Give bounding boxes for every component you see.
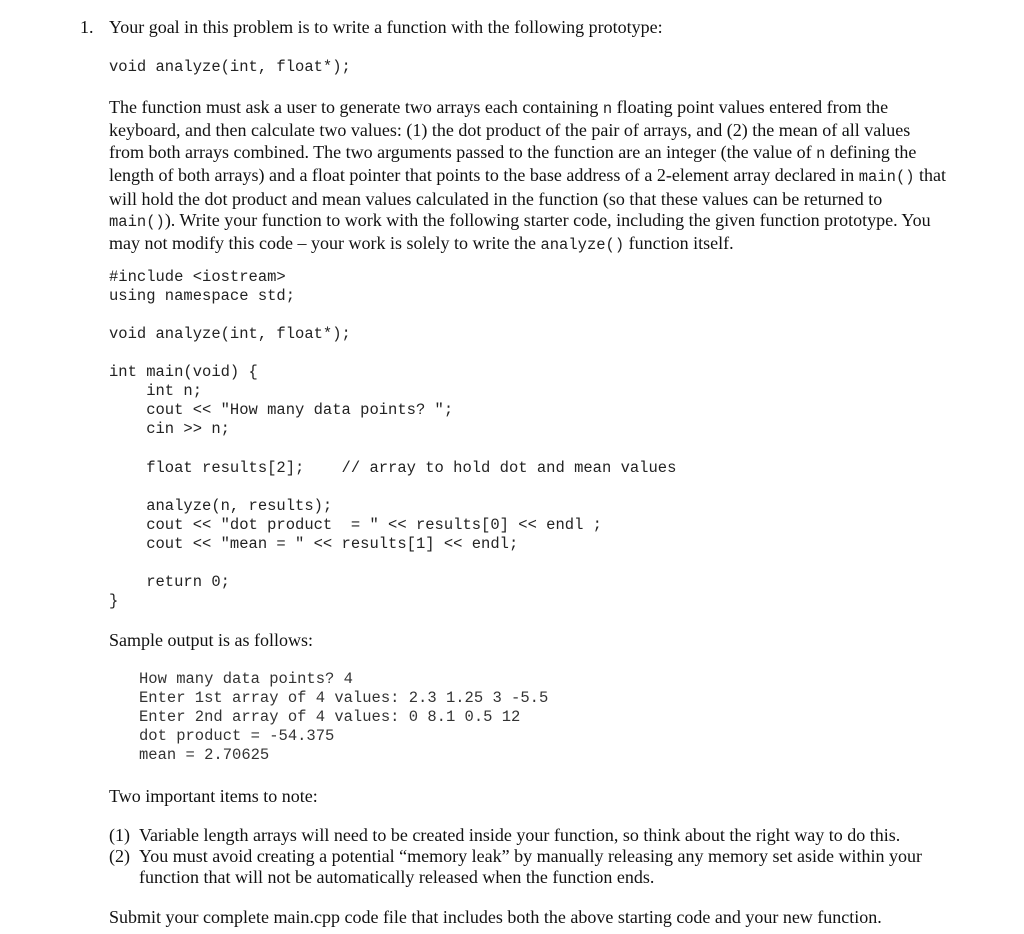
note-item-2: [109, 846, 959, 889]
inline-code: analyze(): [540, 236, 625, 255]
note-text: Variable length arrays will need to be created inside your function, so think about the right way to do this.: [139, 825, 901, 845]
code-line: }: [109, 591, 119, 610]
sample-output-line: dot product = -54.375: [139, 727, 335, 746]
description-text: The function must ask a user to generate two arrays each containing: [109, 97, 603, 117]
code-line: cout << "dot product = " << results[0] << endl ;: [109, 515, 602, 534]
note-text: You must avoid creating a potential “memory leak” by manually releasing any memory set aside within your: [139, 846, 922, 866]
code-line: cout << "How many data points? ";: [109, 401, 454, 420]
sample-output-line: Enter 2nd array of 4 values: 0 8.1 0.5 12: [139, 708, 521, 727]
notes-heading: Two important items to note:: [109, 786, 318, 806]
problem-number: 1.: [80, 17, 94, 37]
sample-output-block: [139, 670, 548, 765]
description-text: ). Write your function to work with the following starter code, including the given function prototype. You may not modify this code – your work is solely to write the: [109, 210, 931, 254]
code-line: cin >> n;: [109, 420, 230, 439]
note-number: (1): [109, 825, 130, 845]
sample-output-line: Enter 1st array of 4 values: 2.3 1.25 3 -5.5: [139, 689, 549, 708]
code-line: float results[2]; // array to hold dot and mean values: [109, 458, 677, 477]
code-line: #include <iostream>: [109, 268, 286, 286]
code-line: analyze(n, results);: [109, 496, 333, 515]
code-line: using namespace std;: [109, 287, 296, 306]
submit-instruction: Submit your complete main.cpp code file that includes both the above starting code and your new function.: [109, 907, 882, 927]
inline-code: main(): [858, 168, 915, 187]
problem-goal: Your goal in this problem is to write a function with the following prototype:: [109, 17, 663, 37]
description-text: that will hold the dot product and mean values calculated in the function (so that these values can be returned to: [109, 165, 947, 209]
description-text: defining the length of both arrays) and a float pointer that points to the base address of a 2-element array declared in: [109, 141, 917, 186]
problem-description: [109, 97, 949, 257]
code-line: void analyze(int, float*);: [109, 325, 351, 344]
inline-code: n: [602, 100, 613, 118]
note-text-continued: function that will not be automatically released when the function ends.: [139, 867, 655, 888]
sample-output-heading: Sample output is as follows:: [109, 630, 313, 650]
code-line: return 0;: [109, 572, 230, 591]
note-item-1: [109, 825, 959, 846]
code-line: int n;: [109, 382, 203, 401]
note-number: (2): [109, 846, 130, 866]
function-prototype: void analyze(int, float*);: [109, 58, 351, 76]
code-line: int main(void) {: [109, 363, 258, 382]
code-line: cout << "mean = " << results[1] << endl;: [109, 534, 519, 553]
inline-code: n: [816, 144, 826, 163]
inline-code: main(): [109, 213, 165, 232]
description-text: function itself.: [624, 233, 734, 254]
sample-output-line: How many data points? 4: [139, 670, 353, 688]
description-text: floating point values entered from the keyboard, and then calculate two values: (1) the dot product of the pair of arrays, and (2) the mean of all values from both arrays combined. The two arguments passed to the function are an integer (the value of: [109, 97, 911, 162]
sample-output-line: mean = 2.70625: [139, 746, 270, 765]
